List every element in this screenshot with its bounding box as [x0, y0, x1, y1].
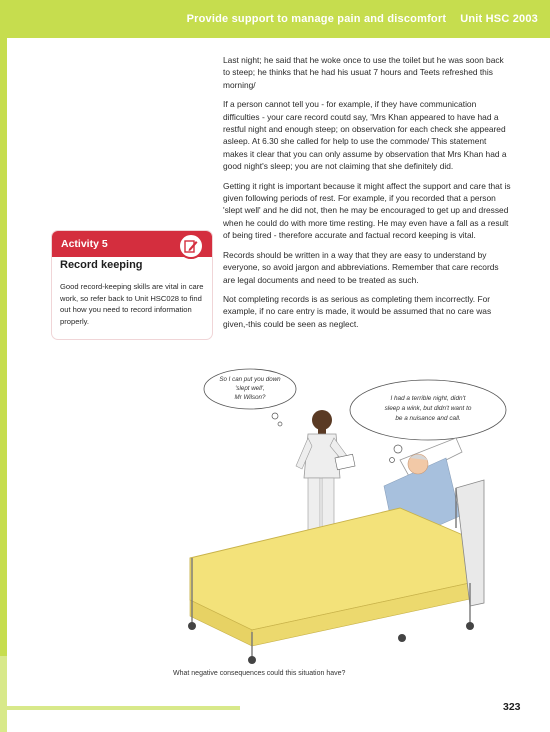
carer-speech-line-1: So I can put you down [219, 376, 281, 383]
header-band [0, 0, 550, 38]
care-illustration [170, 368, 510, 668]
carer-speech-line-2: 'slept well', [235, 385, 265, 392]
patient-thought-line-2: sleep a wink, but didn't want to [384, 405, 472, 412]
carer-speech-bubble [204, 369, 296, 426]
activity-title: Record keeping [60, 259, 143, 271]
activity-box [52, 231, 212, 339]
carer-speech-line-3: Mr Wilson? [234, 394, 266, 401]
header-unit: Unit HSC 2003 [460, 13, 538, 25]
paragraph-5: Not completing records is as serious as completing them incorrectly. For example, if no care entry is made, it would be assumed that no care was given,-this could be seen as neglect. [223, 293, 492, 329]
pencil-notepad-icon [178, 233, 204, 259]
patient-thought-line-1: I had a terrible night, didn't [390, 395, 466, 402]
header-title: Provide support to manage pain and discomfort [186, 13, 447, 25]
activity-body: Good record-keeping skills are vital in care work, so refer back to Unit HSC028 to find out how you need to record information properly. [60, 282, 204, 326]
figure-caption: What negative consequences could this situation have? [173, 670, 346, 677]
patient-thought-line-3: be a nuisance and call. [395, 415, 461, 422]
paragraph-1: Last night; he said that he woke once to use the toilet but he was soon back to steep; he thinks that he had his usuat 7 hours and Teets refreshed this morning/ [223, 55, 504, 90]
paragraph-3: Getting it right is important because it might affect the support and care that is given following periods of rest. For example, if you recorded that a person 'slept well' and he did not, then he may be encouraged to get up and dressed when he could do with more time resting. He may even have a fall as a result of being tired - therefore accurate and factual record keeping is vital. [223, 180, 511, 241]
bottom-accent-strip [0, 706, 240, 710]
paragraph-4: Records should be written in a way that they are easy to understand by everyone, so avoid jargon and abbreviations. Remember that care records are legal documents and need to be treated as such. [223, 249, 499, 285]
activity-label: Activity 5 [61, 238, 108, 250]
running-header [187, 13, 538, 25]
page-number: 323 [503, 701, 521, 713]
body-text [223, 54, 513, 337]
left-margin-strip [0, 38, 7, 732]
paragraph-2: If a person cannot tell you - for example, if they have communication difficulties - your care record coutd say, 'Mrs Khan appeared to have had a restful night and enough steep; on observation for each check she appeared asleep. At 6.30 she called for help to use the commode/ This statement makes it clear that you can only assume by observation that Mrs Khan had a good night's sleep; you are not claiming that she definitely did. [223, 99, 507, 172]
